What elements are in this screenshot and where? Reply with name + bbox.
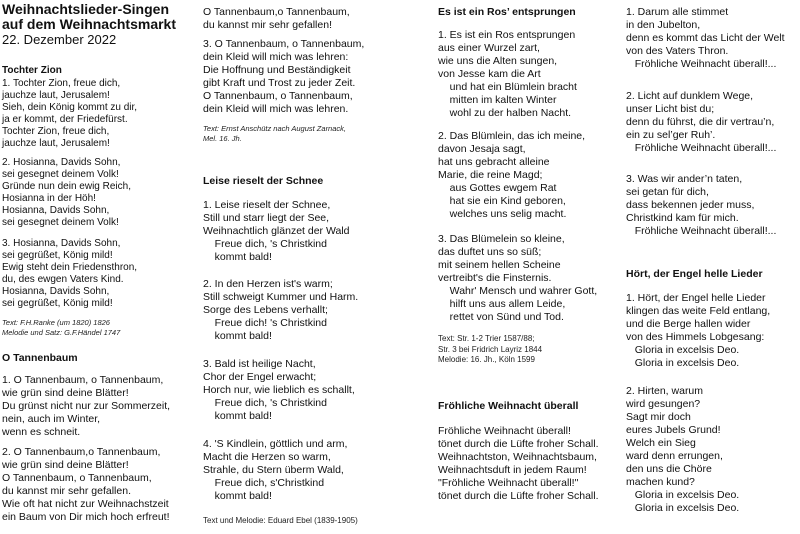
verse: 3. Hosianna, Davids Sohn, sei gegrüßet, König mild! Ewig steht dein Friedensthron, du, des ewgen Vaters Kind. Hosianna, Davids Sohn, sei gegrüßet, König mild! (2, 238, 138, 309)
song-tochter-zion (2, 65, 198, 77)
verse: 2. In den Herzen ist's warm; Still schweigt Kummer und Harm. Sorge des Lebens verhallt; Freue dich! 's Christkind kommt bald! (203, 278, 359, 342)
page-title-line-2: auf dem Weihnachtsmarkt (2, 16, 177, 32)
song-credit: Text: F.H.Ranke (um 1820) 1826 Melodie und Satz: G.F.Händel 1747 (2, 318, 121, 337)
verse: 1. Leise rieselt der Schnee, Still und starr liegt der See, Weihnachtlich glänzet der Wald Freue dich, 's Christkind kommt bald! (203, 199, 350, 263)
verse: 2. Hosianna, Davids Sohn, sei gesegnet deinem Volk! Gründe nun dein ewig Reich, Hosianna in der Höh! Hosianna, Davids Sohn, sei gesegnet deinem Volk! (2, 157, 131, 228)
song-title: Fröhliche Weihnacht überall (438, 400, 579, 412)
song-title: O Tannenbaum (2, 352, 78, 364)
song-o-tannenbaum (2, 352, 198, 365)
verse: 2. O Tannenbaum,o Tannenbaum, wie grün sind deine Blätter! O Tannenbaum, o Tannenbaum, du kannst mir sehr gefallen. Wie oft hat nicht zur Weihnachstzeit ein Baum von Dir mich hoch erfreut! (2, 446, 170, 523)
verse: 3. O Tannenbaum, o Tannenbaum, dein Kleid will mich was lehren: Die Hoffnung und Beständigkeit gibt Kraft und Trost zu jeder Zeit. O Tannenbaum, o Tannenbaum, dein Kleid will mich was lehren. (203, 38, 365, 115)
song-credit: Text: Str. 1-2 Trier 1587/88; Str. 3 bei Fridrich Layriz 1844 Melodie: 16. Jh., Köln 1599 (438, 334, 543, 364)
verse: 1. O Tannenbaum, o Tannenbaum, wie grün sind deine Blätter! Du grünst nicht nur zur Sommerzeit, nein, auch im Winter, wenn es schneit. (2, 374, 171, 438)
verse: 3. Was wir ander’n taten, sei getan für dich, dass bekennen jeder muss, Christkind kam für mich. Fröhliche Weihnacht überall!... (626, 173, 777, 237)
verse: 1. Es ist ein Ros entsprungen aus einer Wurzel zart, wie uns die Alten sungen, von Jesse kam die Art und hat ein Blümlein bracht mitten im kalten Winter wohl zu der halben Nacht. (438, 29, 577, 119)
song-title: Leise rieselt der Schnee (203, 175, 324, 187)
verse: 4. 'S Kindlein, göttlich und arm, Macht die Herzen so warm, Strahle, du Stern überm Wald, Freue dich, s'Christkind kommt bald! (203, 438, 348, 502)
refrain: Fröhliche Weihnacht überall! tönet durch die Lüfte froher Schall. Weihnachtston, Weihnachtsbaum, Weihnachtsduft in jedem Raum! "Fröhliche Weihnacht überall!" tönet durch die Lüfte froher Schall. (438, 425, 599, 502)
verse: O Tannenbaum,o Tannenbaum, du kannst mir sehr gefallen! (203, 6, 350, 31)
song-leise-rieselt (203, 175, 413, 188)
verse: 1. Hört, der Engel helle Lieder klingen das weite Feld entlang, und die Berge hallen wider von des Himmels Lobgesang: Gloria in excelsis Deo. Gloria in excelsis Deo. (626, 292, 771, 369)
song-hoert-der-engel (626, 268, 798, 281)
verse: 1. Tochter Zion, freue dich, jauchze laut, Jerusalem! Sieh, dein König kommt zu dir, ja er kommt, der Friedefürst. Tochter Zion, freue dich, jauchze laut, Jerusalem! (2, 78, 138, 149)
song-title: Tochter Zion (2, 65, 62, 76)
verse: 3. Das Blümelein so kleine, das duftet uns so süß; mit seinem hellen Scheine vertreibt's die Finsternis. Wahr' Mensch und wahrer Gott, hilft uns aus allem Leide, rettet von Sünd und Tod. (438, 233, 598, 323)
header (2, 2, 198, 48)
verse: 1. Darum alle stimmet in den Jubelton, denn es kommt das Licht der Welt von des Vaters Thron. Fröhliche Weihnacht überall!... (626, 6, 785, 70)
song-es-ist-ein-ros (438, 6, 618, 19)
event-date: 22. Dezember 2022 (2, 32, 117, 47)
song-froehliche-weihnacht (438, 400, 618, 413)
song-credit: Text: Ernst Anschütz nach August Zarnack, Mel. 16. Jh. (203, 124, 346, 143)
verse: 2. Licht auf dunklem Wege, unser Licht bist du; denn du führst, die dir vertrau’n, ein zu sel’ger Ruh’. Fröhliche Weihnacht überall!... (626, 90, 777, 154)
page-title-line-1: Weihnachtslieder-Singen (2, 1, 169, 17)
song-title: Es ist ein Ros’ entsprungen (438, 6, 576, 18)
verse: 2. Hirten, warum wird gesungen? Sagt mir doch eures Jubels Grund! Welch ein Sieg ward denn errungen, den uns die Chöre machen kund? Gloria in excelsis Deo. Gloria in excelsis Deo. (626, 385, 740, 514)
verse: 2. Das Blümlein, das ich meine, davon Jesaja sagt, hat uns gebracht alleine Marie, die reine Magd; aus Gottes ewgem Rat hat sie ein Kind geboren, welches uns selig macht. (438, 130, 586, 220)
song-title: Hört, der Engel helle Lieder (626, 268, 763, 280)
song-credit: Text und Melodie: Eduard Ebel (1839-1905) (203, 516, 358, 525)
verse: 3. Bald ist heilige Nacht, Chor der Engel erwacht; Horch nur, wie lieblich es schallt, Freue dich, 's Christkind kommt bald! (203, 358, 355, 422)
